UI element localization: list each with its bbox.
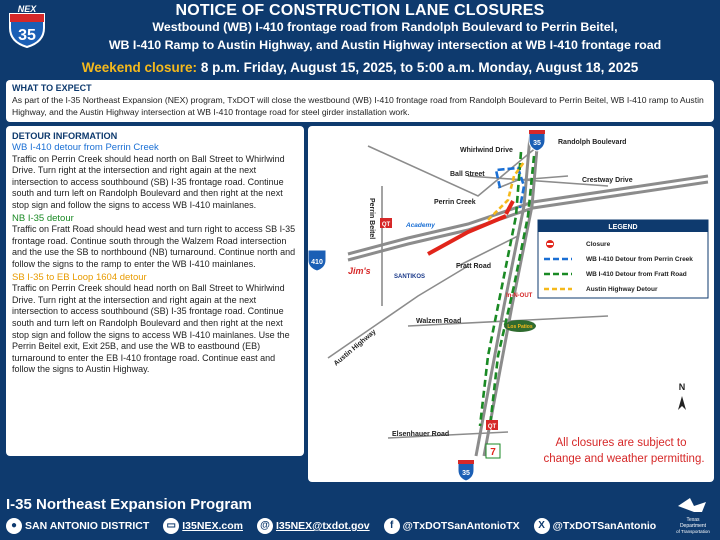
footer-website[interactable]: ▭ I35NEX.com	[163, 518, 243, 534]
footer-district: ● SAN ANTONIO DISTRICT	[6, 518, 149, 534]
svg-text:410: 410	[311, 259, 323, 266]
footer	[0, 488, 720, 540]
label-crestway: Crestway Drive	[582, 177, 633, 184]
facebook-icon: f	[384, 518, 400, 534]
svg-text:Department: Department	[679, 523, 707, 529]
header	[0, 0, 720, 58]
svg-text:SANTIKOS: SANTIKOS	[394, 274, 426, 280]
footer-contacts	[6, 516, 720, 536]
label-perrin-beitel: Perrin Beitel	[368, 198, 375, 240]
subtitle-line-2: WB I-410 Ramp to Austin Highway, and Austin Highway intersection at WB I-410 frontage road	[108, 38, 662, 52]
district-dot-icon: ●	[6, 518, 22, 534]
svg-text:of Transportation: of Transportation	[676, 529, 710, 534]
closure-label: Weekend closure:	[81, 60, 198, 75]
label-randolph: Randolph Boulevard	[558, 139, 627, 146]
label-elsenhauer: Elsenhauer Road	[392, 431, 450, 438]
svg-text:35: 35	[533, 140, 541, 147]
detour-heading-nb-i35: NB I-35 detour	[12, 212, 74, 224]
footer-x[interactable]: X @TxDOTSanAntonio	[534, 518, 657, 534]
detour-text-nb-i35: Traffic on Fratt Road should head west and turn right to access SB I-35 frontage road. Continue south through the Walzem Road intersection and the use the SB to northbound (NB) turnaround. Continue north and follow the signs to the ramp to enter the WB I-410 mainlanes.	[12, 224, 296, 269]
svg-text:Austin Highway Detour: Austin Highway Detour	[586, 286, 658, 293]
detour-text-sb-i35: Traffic on Perrin Creek should head north on Ball Street to Whirlwind Drive. Turn right at the intersection and right again at the next intersection to access southbound (SB) I-35 frontage road. Continue south and turn left on Randolph Boulevard and then right at the next stop sign and follow the signs to access WB I-410 mainlanes. Use the Perrin Beitel exit, Exit 25B, and use the WB to eastbound (EB) turnaround to enter the EB I-410 frontage road. Continue east and follow the signs to Austin Highway.	[12, 283, 290, 375]
detour-heading-perrin-creek: WB I-410 detour from Perrin Creek	[12, 142, 159, 153]
what-to-expect-panel	[6, 80, 714, 122]
note-line-2: change and weather permitting.	[543, 453, 705, 465]
svg-text:Texas: Texas	[686, 517, 700, 523]
footer-title: I-35 Northeast Expansion Program	[6, 496, 252, 513]
x-icon: X	[534, 518, 550, 534]
svg-text:Academy: Academy	[406, 222, 435, 229]
svg-text:N: N	[678, 382, 686, 392]
svg-text:WB I-410 Detour from Perrin Cr: WB I-410 Detour from Perrin Creek	[586, 256, 693, 263]
label-austin-hwy: Austin Highway	[332, 328, 378, 368]
label-fratt: Fratt Road	[456, 263, 491, 270]
svg-text:QT: QT	[487, 424, 497, 430]
svg-text:NEX: NEX	[17, 4, 37, 14]
detour-panel	[6, 126, 304, 456]
detour-text-perrin-creek: Traffic on Perrin Creek should head north on Ball Street to Whirlwind Drive. Turn right at the intersection and right again at the next intersection to access southbound (SB) I-35 frontage road. Continue south and turn left on Randolph Boulevard and then right at the next stop sign and follow the signs to access WB I-410 mainlanes.	[12, 153, 285, 210]
i35-shield-top	[529, 130, 545, 151]
closure-route	[506, 201, 513, 214]
svg-text:Los Patios: Los Patios	[507, 324, 533, 330]
txdot-logo	[672, 492, 714, 536]
north-arrow-icon	[678, 382, 686, 410]
svg-text:LEGEND: LEGEND	[608, 224, 638, 231]
svg-text:Jim's: Jim's	[348, 266, 371, 276]
closure-when: 8 p.m. Friday, August 15, 2025, to 5:00 a.m. Monday, August 18, 2025	[200, 60, 639, 75]
label-walzem: Walzem Road	[416, 318, 462, 325]
label-whirlwind: Whirlwind Drive	[460, 147, 513, 154]
monitor-icon: ▭	[163, 518, 179, 534]
expect-body: As part of the I-35 Northeast Expansion (NEX) program, TxDOT will close the westbound (WB) I-410 frontage road from Randolph Boulevard to Perrin Beitel, WB I-410 ramp to Austin Highway, and the Austin Highway intersection at WB I-410 frontage road for steel girder installation work.	[12, 95, 704, 117]
i410-shield	[308, 250, 326, 271]
email-icon: @	[257, 518, 273, 534]
svg-text:7: 7	[490, 447, 496, 458]
note-line-1: All closures are subject to	[555, 437, 687, 449]
svg-text:In-N-OUT: In-N-OUT	[506, 293, 533, 299]
svg-text:Closure: Closure	[586, 241, 611, 248]
page-title: NOTICE OF CONSTRUCTION LANE CLOSURES	[175, 2, 545, 19]
svg-text:35: 35	[18, 27, 36, 44]
footer-facebook[interactable]: f @TxDOTSanAntonioTX	[384, 518, 520, 534]
detour-map	[308, 126, 714, 482]
svg-text:WB I-410 Detour from Fratt Roa: WB I-410 Detour from Fratt Road	[586, 271, 687, 278]
closure-bar	[0, 58, 720, 77]
map-legend	[538, 220, 708, 298]
svg-text:35: 35	[462, 470, 470, 477]
expect-title: WHAT TO EXPECT	[12, 83, 92, 93]
subtitle-line-1: Westbound (WB) I-410 frontage road from Randolph Boulevard to Perrin Beitel,	[152, 20, 618, 34]
label-perrin-creek: Perrin Creek	[434, 199, 476, 206]
detour-title: DETOUR INFORMATION	[12, 131, 118, 141]
footer-email[interactable]: @ I35NEX@txdot.gov	[257, 518, 370, 534]
i35-shield-bottom	[458, 460, 474, 481]
svg-text:QT: QT	[381, 222, 391, 228]
detour-heading-sb-i35: SB I-35 to EB Loop 1604 detour	[12, 271, 147, 283]
label-ball: Ball Street	[450, 171, 485, 178]
map-svg	[308, 126, 714, 482]
